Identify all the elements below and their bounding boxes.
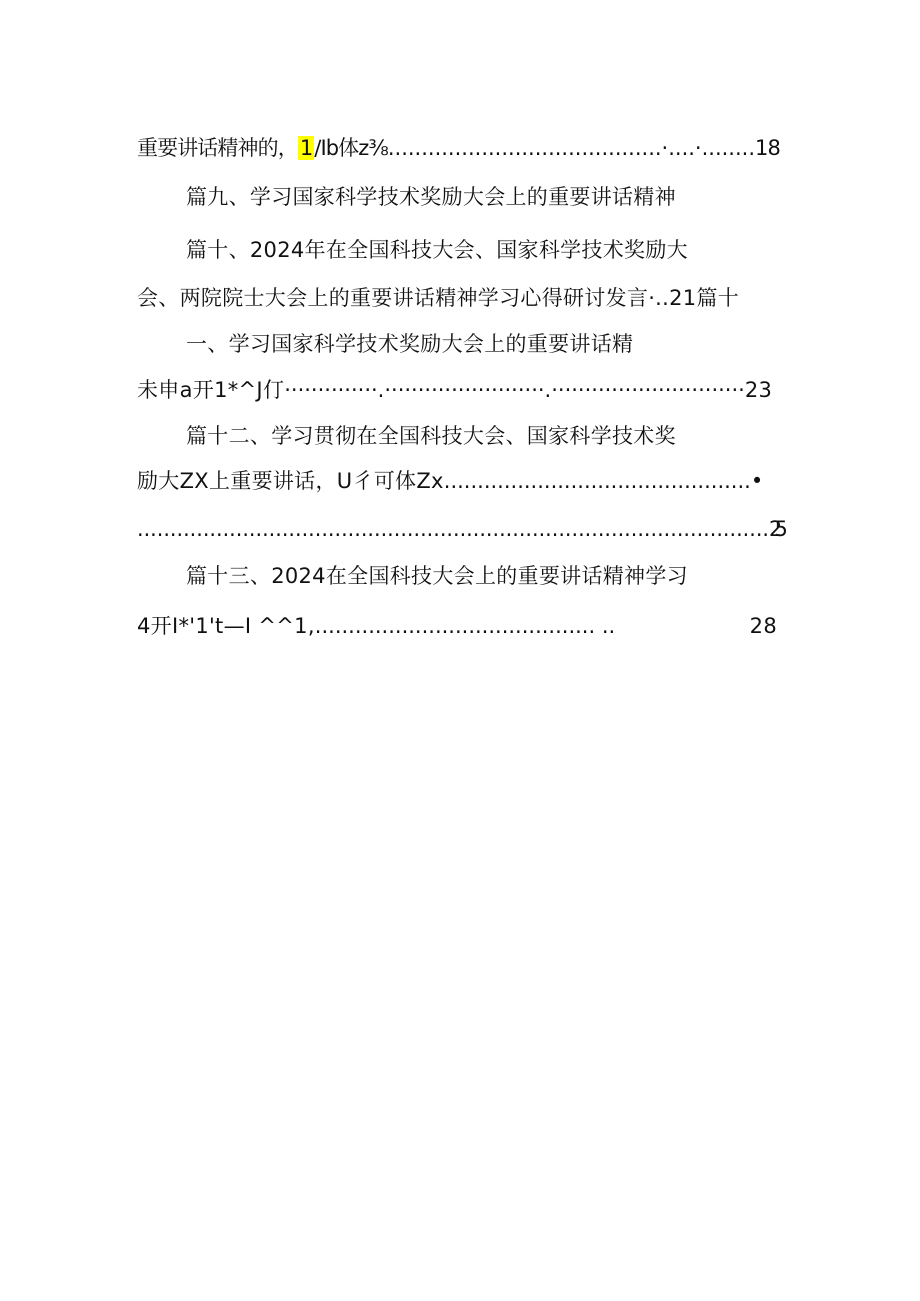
highlighted-text: 1 — [299, 136, 313, 160]
toc-line-9 — [137, 514, 780, 544]
toc-line-6-leader: ··············.························.····························· — [284, 378, 745, 402]
toc-line-6 — [137, 375, 772, 405]
toc-line-10 — [186, 561, 688, 591]
toc-line-5 — [186, 329, 633, 359]
toc-line-8-text: 励大ZX上重要讲话，U彳可体Zx — [137, 469, 444, 493]
toc-line-3-text: 篇十、2024年在全国科技大会、国家科学技术奖励大 — [186, 238, 688, 262]
toc-line-11-page: 28 — [749, 614, 777, 638]
toc-line-11-leader: .......................................... .. — [314, 614, 616, 638]
toc-line-11-text: 4开I*'1't—I ^^1, — [137, 614, 315, 638]
toc-line-3 — [186, 235, 688, 265]
toc-line-1-garbled: ∕Ib体z⅜ — [314, 136, 388, 160]
toc-line-4 — [137, 283, 739, 313]
toc-line-9-page: 25 — [768, 517, 781, 541]
toc-line-6-page: 23 — [744, 378, 773, 402]
toc-line-4-text: 会、两院院士大会上的重要讲话精神学习心得研讨发言·..21篇十 — [137, 286, 740, 310]
toc-line-7-text: 篇十二、学习贯彻在全国科技大会、国家科学技术奖 — [186, 424, 676, 448]
toc-line-10-text: 篇十三、2024在全国科技大会上的重要讲话精神学习 — [186, 564, 688, 588]
toc-line-2 — [186, 182, 676, 212]
toc-line-1-page: 18 — [755, 136, 780, 160]
toc-line-5-text: 一、学习国家科学技术奖励大会上的重要讲话精 — [186, 332, 634, 356]
toc-line-8 — [137, 466, 763, 496]
toc-line-9-leader: ................................................................................................ — [137, 517, 769, 541]
toc-line-6-text: 未申a开1*^J仃 — [137, 378, 285, 402]
toc-line-8-leader: ..............................................• — [443, 469, 764, 493]
toc-line-1 — [137, 133, 780, 163]
toc-line-11 — [137, 611, 777, 641]
toc-line-2-text: 篇九、学习国家科学技术奖励大会上的重要讲话精神 — [186, 185, 676, 209]
toc-line-1-leader: .........................................·....·........ — [387, 136, 756, 160]
toc-line-1-text: 重要讲话精神的， — [137, 136, 298, 160]
toc-line-7 — [186, 421, 676, 451]
